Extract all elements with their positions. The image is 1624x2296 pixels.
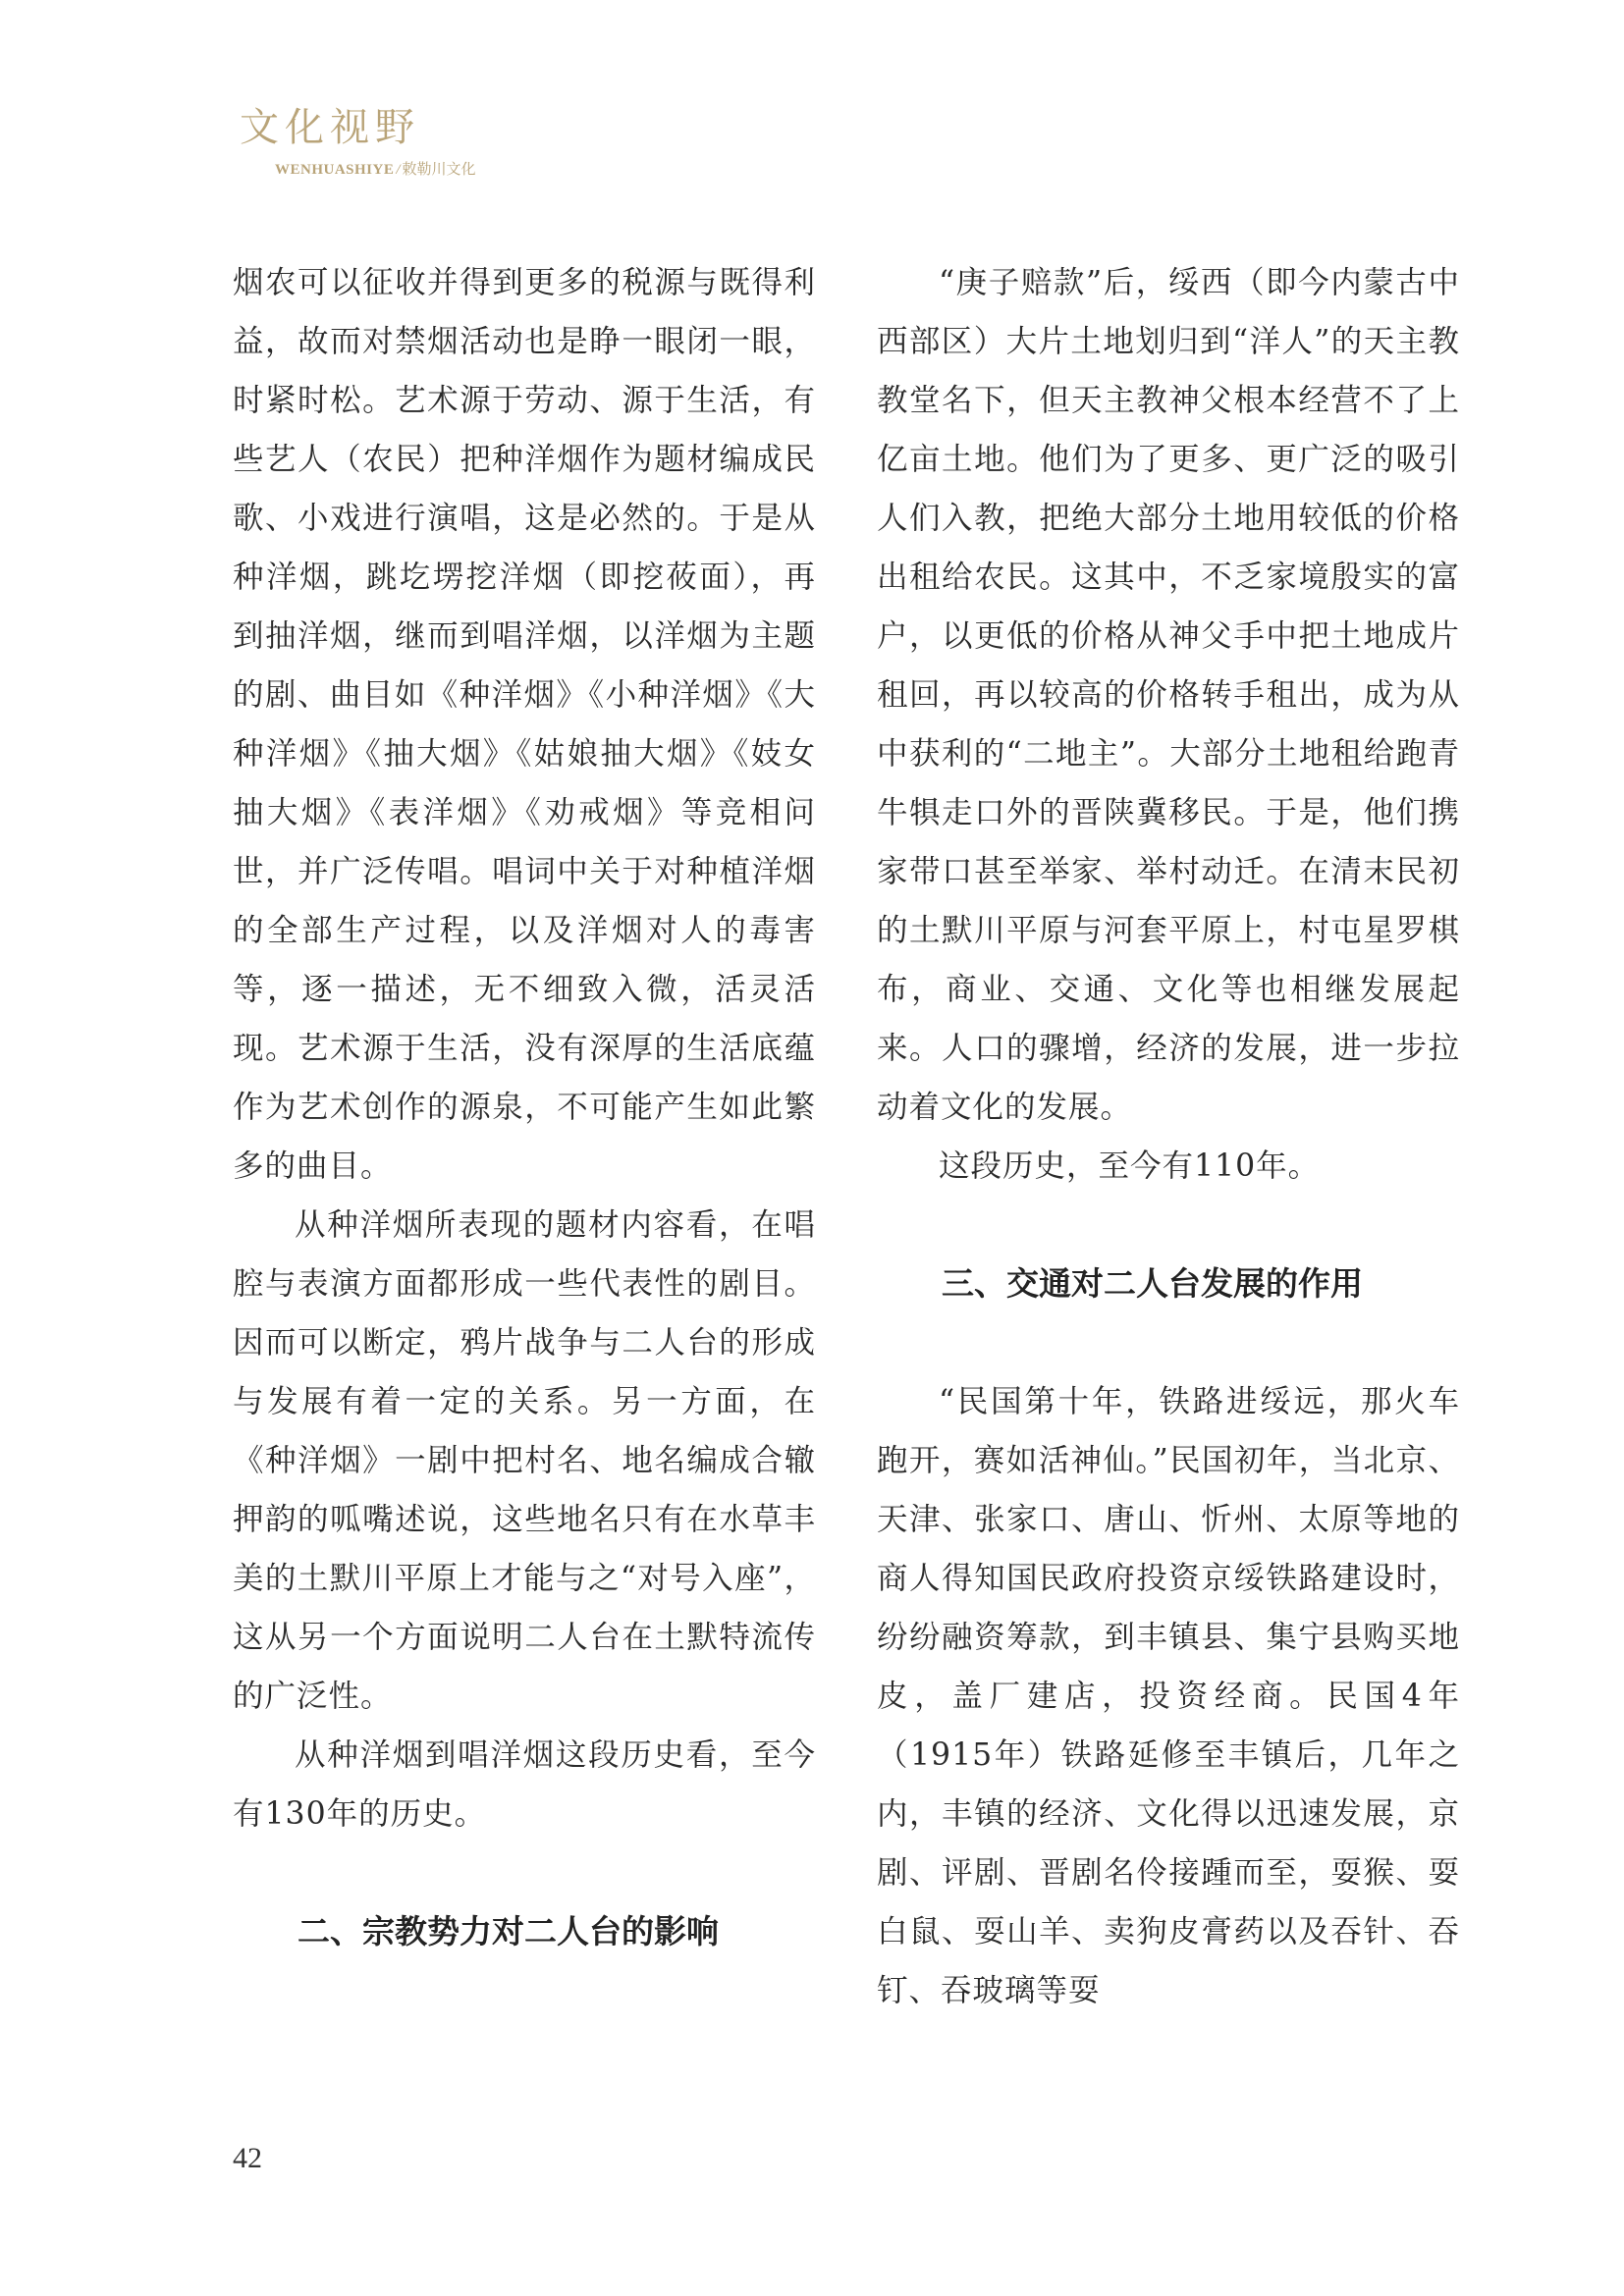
page-number: 42 [233, 2142, 262, 2174]
subtitle-separator: / [396, 162, 401, 178]
section-heading-3: 三、交通对二人台发展的作用 [942, 1264, 1363, 1303]
right-paragraph-1: “庚子赔款”后，绥西（即今内蒙古中西部区）大片土地划归到“洋人”的天主教教堂名下，但天主教神父根本经营不了上亿亩土地。他们为了更多、更广泛的吸引人们入教，把绝大部分土地用较低的价格出租给农民。这其中，不乏家境殷实的富户，以更低的价格从神父手中把土地成片租回，再以较高的价格转手租出，成为从中获利的“二地主”。大部分土地租给跑青牛犋走口外的晋陕冀移民。于是，他们携家带口甚至举家、举村动迁。在清末民初的土默川平原与河套平原上，村屯星罗棋布，商业、交通、文化等也相继发展起来。人口的骤增，经济的发展，进一步拉动着文化的发展。 [877, 265, 1460, 1125]
section-subtitle-en: WENHUASHIYE [275, 162, 395, 178]
section-title: 文化视野 [240, 105, 420, 150]
spacer [877, 1196, 1460, 1255]
section-subtitle-cn: 敕勒川文化 [402, 162, 476, 178]
left-paragraph-2: 从种洋烟所表现的题材内容看，在唱腔与表演方面都形成一些代表性的剧目。因而可以断定，鸦片战争与二人台的形成与发展有着一定的关系。另一方面，在《种洋烟》一剧中把村名、地名编成合辙押韵的呱嘴述说，这些地名只有在水草丰美的土默川平原上才能与之“对号入座”，这从另一个方面说明二人台在土默特流传的广泛性。 [233, 1207, 816, 1714]
left-paragraph-3: 从种洋烟到唱洋烟这段历史看，至今有130年的历史。 [233, 1737, 816, 1832]
spacer [877, 1313, 1460, 1372]
right-paragraph-2: 这段历史，至今有110年。 [939, 1148, 1321, 1184]
right-column [877, 253, 1460, 2020]
section-subtitle [275, 163, 476, 178]
left-column [233, 253, 816, 1961]
left-paragraph-1: 烟农可以征收并得到更多的税源与既得利益，故而对禁烟活动也是睁一眼闭一眼，时紧时松。艺术源于劳动、源于生活，有些艺人（农民）把种洋烟作为题材编成民歌、小戏进行演唱，这是必然的。于是从种洋烟，跳圪塄挖洋烟（即挖莜面），再到抽洋烟，继而到唱洋烟，以洋烟为主题的剧、曲目如《种洋烟》《小种洋烟》《大种洋烟》《抽大烟》《姑娘抽大烟》《妓女抽大烟》《表洋烟》《劝戒烟》等竞相问世，并广泛传唱。唱词中关于对种植洋烟的全部生产过程，以及洋烟对人的毒害等，逐一描述，无不细致入微，活灵活现。艺术源于生活，没有深厚的生活底蕴作为艺术创作的源泉，不可能产生如此繁多的曲目。 [233, 265, 816, 1184]
right-paragraph-3: “民国第十年，铁路进绥远，那火车跑开，赛如活神仙。”民国初年，当北京、天津、张家口、唐山、忻州、太原等地的商人得知国民政府投资京绥铁路建设时，纷纷融资筹款，到丰镇县、集宁县购买地皮，盖厂建店，投资经商。民国4年（1915年）铁路延修至丰镇后，几年之内，丰镇的经济、文化得以迅速发展，京剧、评剧、晋剧名伶接踵而至，耍猴、耍白鼠、耍山羊、卖狗皮膏药以及吞针、吞钉、吞玻璃等耍 [877, 1384, 1460, 2008]
spacer [233, 1843, 816, 1902]
section-heading-2: 二、宗教势力对二人台的影响 [298, 1912, 719, 1950]
